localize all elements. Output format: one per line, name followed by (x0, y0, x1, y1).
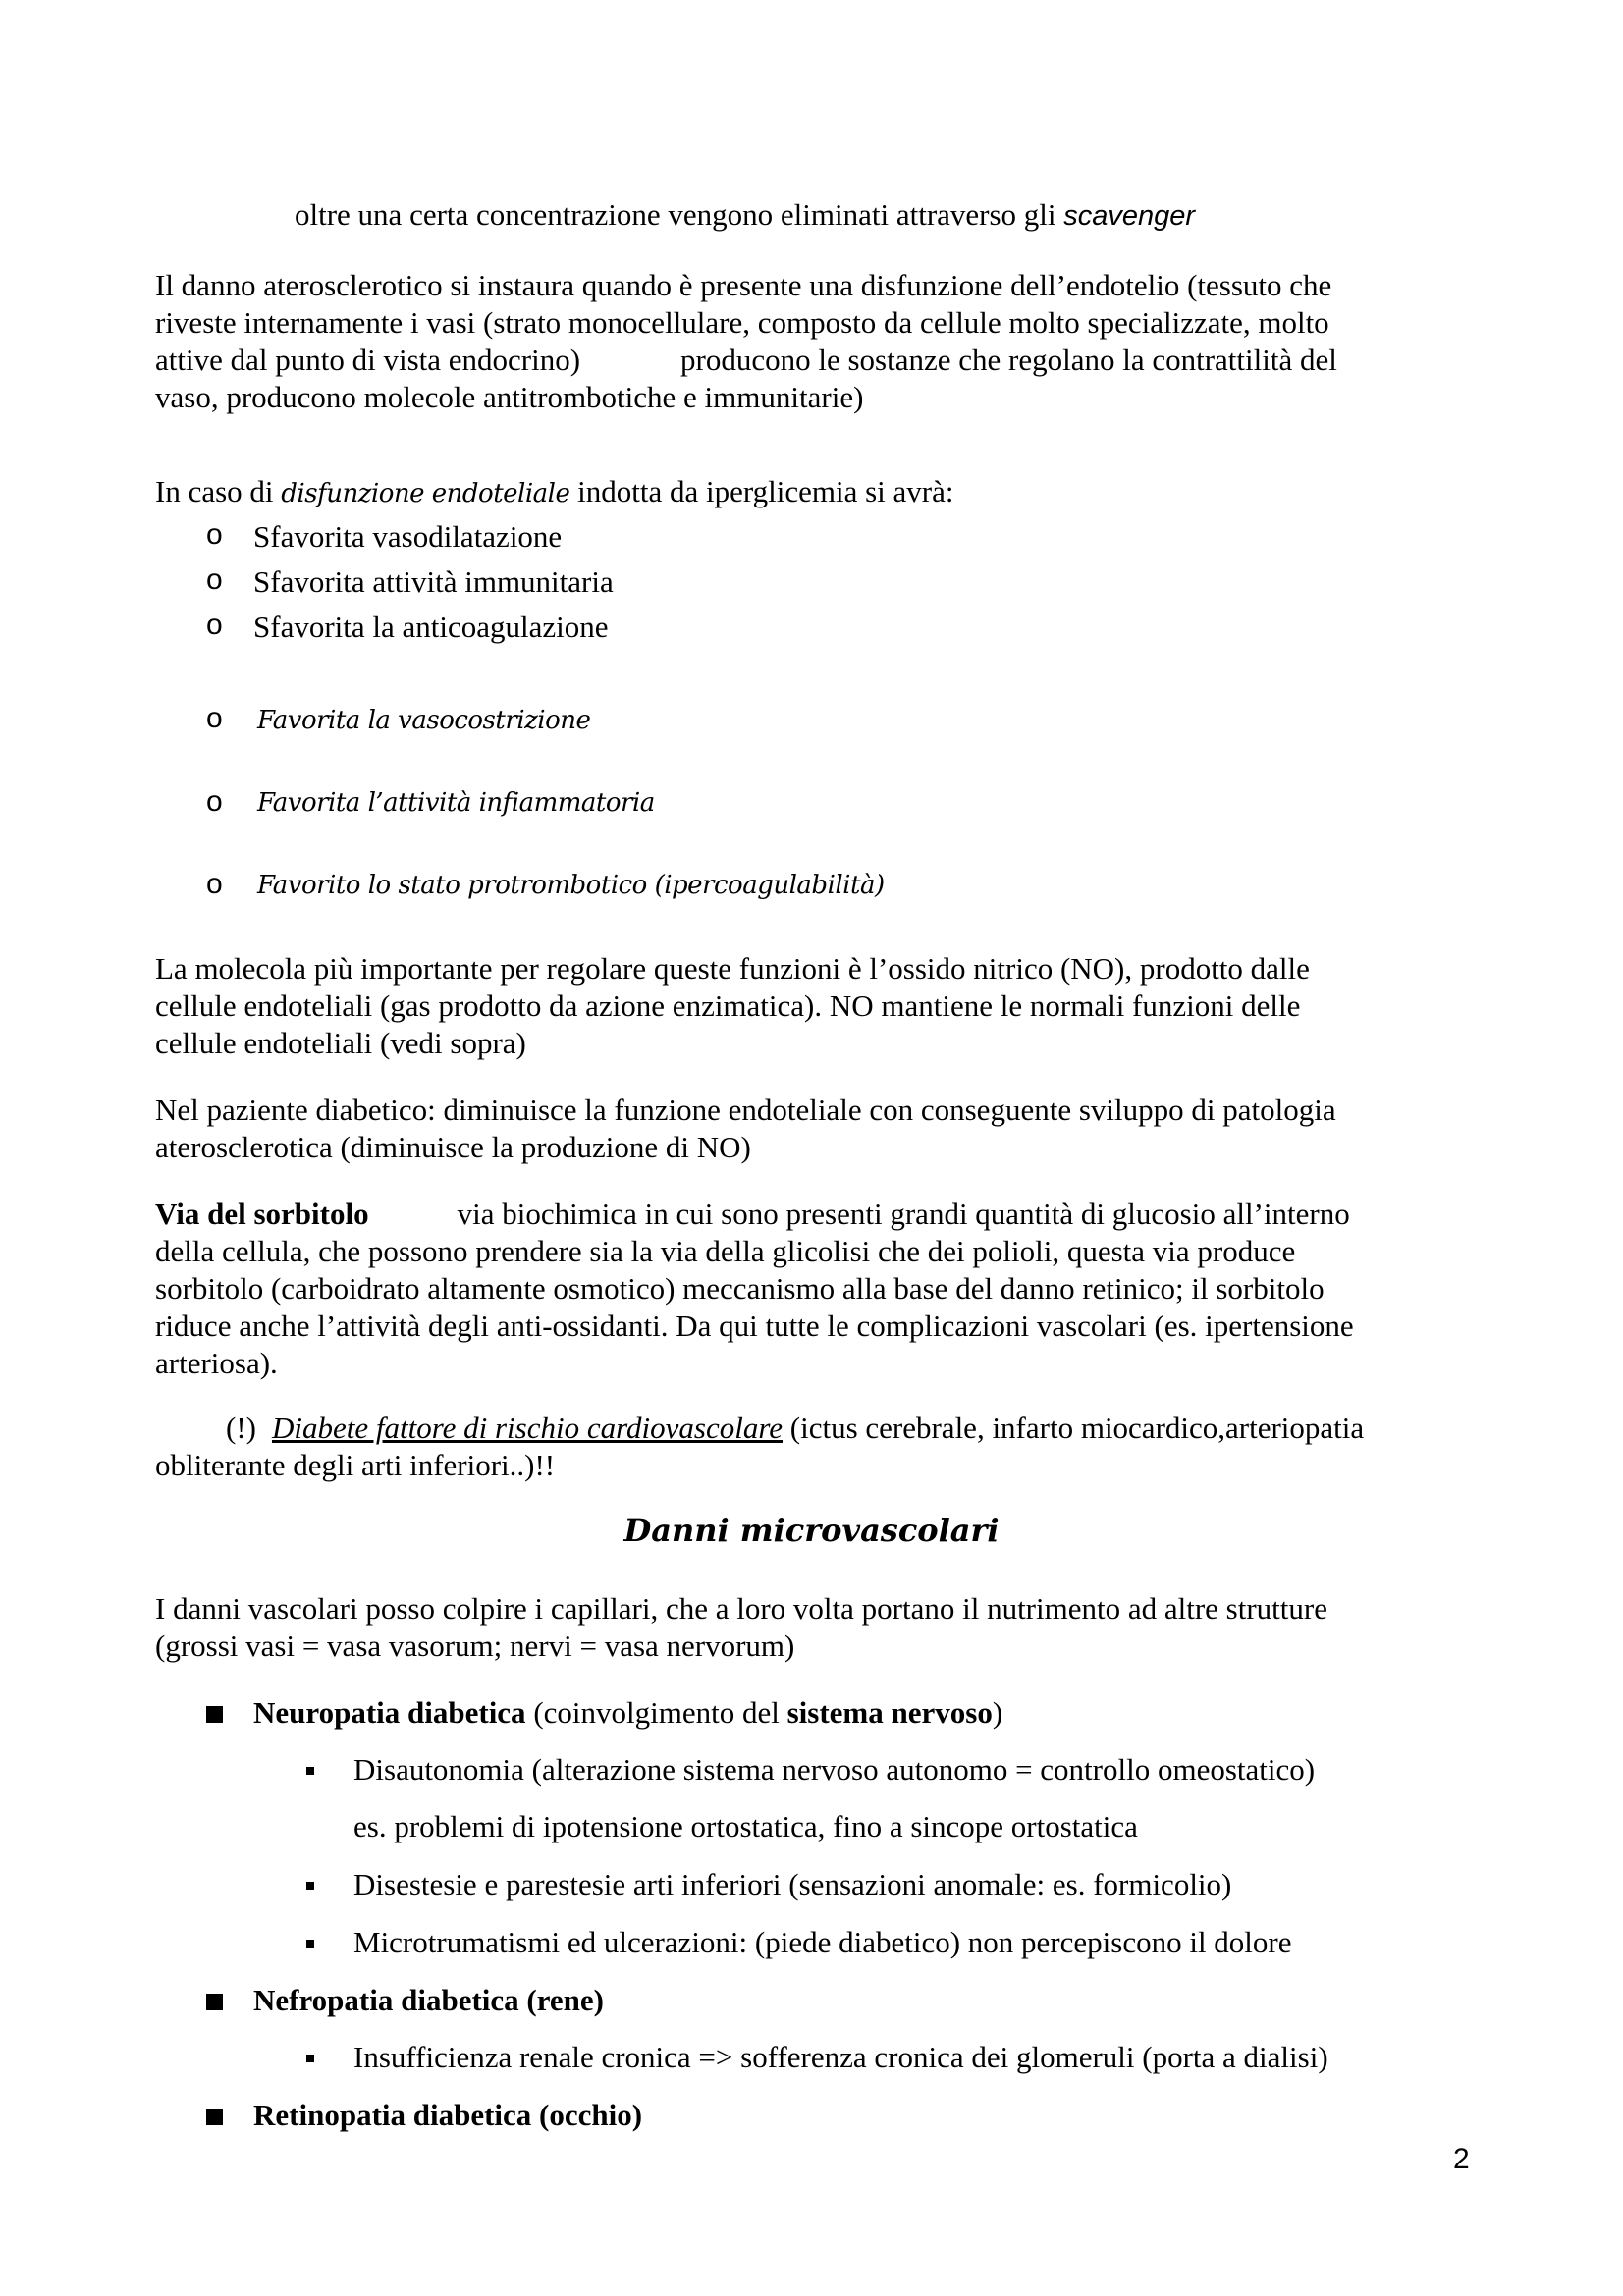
sorbitolo-title: Via del sorbitolo (155, 1197, 369, 1231)
paragraph-capillari: I danni vascolari posso colpire i capillari, che a loro volta portano il nutrimento ad altre strutture (grossi vasi = vasa vasorum; nervi = vasa nervorum) (155, 1591, 1327, 1663)
paragraph-endotelio: Il danno aterosclerotico si instaura quando è presente una disfunzione dell’endotelio (tessuto che riveste internamente i vasi (strato monocellulare, composto da cellule molto specializzate, molto attive dal punto di vista endocrino) producono le sostanze che regolano la contrattilità del vaso, producono molecole antitrombotiche e immunitarie) (155, 268, 1337, 414)
bullet-o: o (206, 518, 223, 551)
list-item-script: Favorita la vasocostrizione (257, 706, 591, 735)
small-square-bullet (306, 1940, 314, 1948)
page-number: 2 (1453, 2143, 1470, 2175)
rischio-link-text: Diabete fattore di rischio cardiovascolare (271, 1411, 784, 1445)
list-item-continuation: es. problemi di ipotensione ortostatica, fino a sincope ortostatica (353, 1809, 1138, 1843)
bullet-o: o (206, 563, 223, 596)
square-bullet (206, 1706, 223, 1723)
list-item: Sfavorita vasodilatazione (253, 519, 563, 554)
bullet-o: o (206, 702, 223, 734)
paragraph-paziente-diabetico: Nel paziente diabetico: diminuisce la funzione endoteliale con conseguente sviluppo di patologia aterosclerotica (diminuisce la produzione di NO) (155, 1093, 1336, 1164)
disfunzione-term: disfunzione endoteliale (281, 479, 570, 508)
section-heading: Danni microvascolari (623, 1512, 1000, 1549)
list-item-script: Favorito lo stato protrombotico (ipercoagulabilità) (257, 871, 885, 900)
square-bullet (206, 1994, 223, 2010)
list-item: Insufficienza renale cronica => sofferenza cronica dei glomeruli (porta a dialisi) (353, 2040, 1328, 2074)
retinopatia-heading: Retinopatia diabetica (occhio) (253, 2098, 643, 2132)
small-square-bullet (306, 1767, 314, 1775)
list-item: Disestesie e parestesie arti inferiori (sensazioni anomale: es. formicolio) (353, 1867, 1232, 1901)
list-item: Microtrumatismi ed ulcerazioni: (piede diabetico) non percepiscono il dolore (353, 1925, 1292, 1959)
list-item-script: Favorita l’attività infiammatoria (257, 788, 655, 818)
scavenger-term: scavenger (1063, 200, 1196, 232)
bullet-o: o (206, 785, 223, 818)
list-item: Sfavorita la anticoagulazione (253, 610, 609, 644)
bullet-o: o (206, 868, 223, 900)
continuation-line: oltre una certa concentrazione vengono eliminati attraverso gli scavenger (295, 197, 1196, 232)
neuropatia-heading: Neuropatia diabetica (coinvolgimento del sistema nervoso) (253, 1695, 1003, 1730)
list-item: Disautonomia (alterazione sistema nervoso autonomo = controllo omeostatico) (353, 1752, 1316, 1787)
paragraph-sorbitolo: Via del sorbitolo via biochimica in cui sono presenti grandi quantità di glucosio all’interno della cellula, che possono prendere sia la via della glicolisi che dei polioli, questa via produce sorbitolo (carboidrato altamente osmotico) meccanismo alla base del danno retinico; il sorbitolo riduce anche l’attività degli anti-ossidanti. Da qui tutte le complicazioni vascolari (es. ipertensione arteriosa). (155, 1197, 1354, 1380)
paragraph-disfunzione: In caso di disfunzione endoteliale indotta da iperglicemia si avrà: (155, 474, 954, 508)
small-square-bullet (306, 1882, 314, 1890)
paragraph-rischio: (!) Diabete fattore di rischio cardiovascolare (ictus cerebrale, infarto miocardico,arteriopatia obliterante degli arti inferiori..)!! (155, 1411, 1365, 1482)
list-item: Sfavorita attività immunitaria (253, 564, 614, 599)
square-bullet (206, 2109, 223, 2125)
nefropatia-heading: Nefropatia diabetica (rene) (253, 1983, 604, 2017)
bullet-o: o (206, 609, 223, 641)
paragraph-ossido-nitrico: La molecola più importante per regolare queste funzioni è l’ossido nitrico (NO), prodotto dalle cellule endoteliali (gas prodotto da azione enzimatica). NO mantiene le normali funzioni delle cellule endoteliali (vedi sopra) (155, 951, 1310, 1060)
small-square-bullet (306, 2055, 314, 2062)
